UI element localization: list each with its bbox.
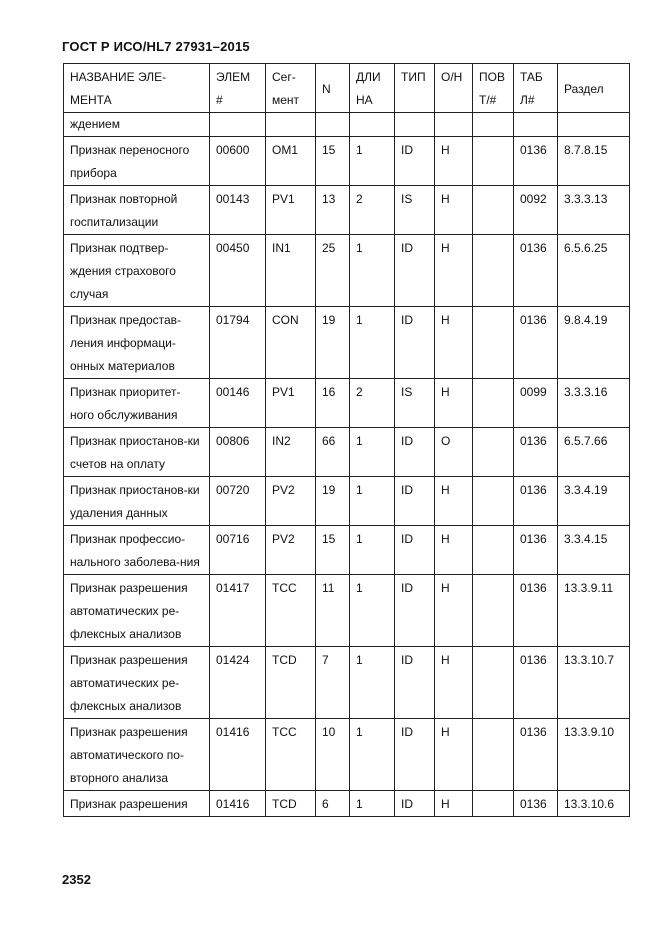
cell-table: 0136 (514, 137, 558, 186)
header-name: НАЗВАНИЕ ЭЛЕ-МЕНТА (64, 64, 210, 113)
cell-oh: Н (435, 186, 473, 235)
cell-name: Признак разрешения автоматических ре-флексных анализов (64, 575, 210, 647)
header-table: ТАБ Л# (514, 64, 558, 113)
cell-oh: Н (435, 235, 473, 307)
cell-segment: PV2 (266, 526, 316, 575)
document-title: ГОСТ Р ИСО/HL7 27931–2015 (62, 39, 250, 54)
cell-n: 66 (316, 428, 350, 477)
cell-n: 15 (316, 137, 350, 186)
cell-length: 1 (350, 477, 395, 526)
cell-section: 3.3.4.19 (558, 477, 630, 526)
header-elem: ЭЛЕМ # (210, 64, 266, 113)
cell-length: 1 (350, 791, 395, 817)
cell-name: Признак приоритет-ного обслуживания (64, 379, 210, 428)
cell-table: 0136 (514, 647, 558, 719)
cell-segment: TCD (266, 791, 316, 817)
cell-section: 3.3.3.16 (558, 379, 630, 428)
cell-n: 16 (316, 379, 350, 428)
cell-repeat (473, 719, 514, 791)
table-row (64, 719, 630, 791)
cell-type: ID (395, 428, 435, 477)
cell-type: ID (395, 575, 435, 647)
cell-name: Признак приостанов-ки удаления данных (64, 477, 210, 526)
cell-elem: 01416 (210, 791, 266, 817)
cell-type: ID (395, 477, 435, 526)
header-segment: Сег-мент (266, 64, 316, 113)
cell-table: 0136 (514, 428, 558, 477)
cell-repeat (473, 235, 514, 307)
table-row (64, 647, 630, 719)
cell-length: 1 (350, 307, 395, 379)
cell-section: 8.7.8.15 (558, 137, 630, 186)
cell-length: 1 (350, 428, 395, 477)
table-row (64, 575, 630, 647)
header-repeat: ПОВ Т/# (473, 64, 514, 113)
cell-segment: TCD (266, 647, 316, 719)
table-row (64, 477, 630, 526)
header-length: ДЛИ НА (350, 64, 395, 113)
cell-type: ID (395, 307, 435, 379)
cell-name: Признак приостанов-ки счетов на оплату (64, 428, 210, 477)
cell-name: Признак повторной госпитализации (64, 186, 210, 235)
cell-type: ID (395, 719, 435, 791)
cell-n: 11 (316, 575, 350, 647)
cell-oh: Н (435, 526, 473, 575)
cell-elem: 00450 (210, 235, 266, 307)
cell-elem: 01417 (210, 575, 266, 647)
cell-n: 6 (316, 791, 350, 817)
cell-repeat (473, 477, 514, 526)
cell-name: Признак разрешения автоматических ре-флексных анализов (64, 647, 210, 719)
cell-type: ID (395, 647, 435, 719)
cell-section: 3.3.3.13 (558, 186, 630, 235)
cell-type: ID (395, 791, 435, 817)
cell-elem: 01424 (210, 647, 266, 719)
cell-section: 6.5.7.66 (558, 428, 630, 477)
cell-repeat (473, 137, 514, 186)
cell-table: 0136 (514, 575, 558, 647)
cell-repeat (473, 307, 514, 379)
table-header-row (64, 64, 630, 113)
cell-segment: OM1 (266, 137, 316, 186)
cell-oh: О (435, 428, 473, 477)
cell-elem: 01794 (210, 307, 266, 379)
cell-segment: PV1 (266, 379, 316, 428)
cell-repeat (473, 526, 514, 575)
cell-length: 1 (350, 575, 395, 647)
cell-segment: TCC (266, 719, 316, 791)
table-row (64, 307, 630, 379)
cell-segment: PV2 (266, 477, 316, 526)
cell-length: 1 (350, 526, 395, 575)
cell-table: 0136 (514, 526, 558, 575)
cell-table: 0136 (514, 719, 558, 791)
cell-section: 9.8.4.19 (558, 307, 630, 379)
cell-elem: 00716 (210, 526, 266, 575)
cell-length: 2 (350, 379, 395, 428)
cell-elem: 00146 (210, 379, 266, 428)
cell-length: 1 (350, 719, 395, 791)
continuation-row (64, 113, 630, 137)
cell-repeat (473, 379, 514, 428)
cell-name: Признак подтвер-ждения страхового случая (64, 235, 210, 307)
cell-name: Признак переносного прибора (64, 137, 210, 186)
cell-table: 0092 (514, 186, 558, 235)
cell-n: 7 (316, 647, 350, 719)
cell-repeat (473, 186, 514, 235)
cell-repeat (473, 428, 514, 477)
cell-length: 1 (350, 647, 395, 719)
cell-name: Признак предостав-ления информаци-онных материалов (64, 307, 210, 379)
cell-oh: Н (435, 137, 473, 186)
cell-type: IS (395, 186, 435, 235)
cell-section: 13.3.9.10 (558, 719, 630, 791)
cell-name: Признак разрешения (64, 791, 210, 817)
table-row (64, 137, 630, 186)
cell-type: ID (395, 235, 435, 307)
cell-repeat (473, 791, 514, 817)
cell-segment: IN2 (266, 428, 316, 477)
cell-length: 1 (350, 137, 395, 186)
cell-table: 0136 (514, 477, 558, 526)
cell-repeat (473, 647, 514, 719)
cell-n: 15 (316, 526, 350, 575)
cell-table: 0099 (514, 379, 558, 428)
cell-oh: Н (435, 477, 473, 526)
cell-type: ID (395, 137, 435, 186)
cell-oh: Н (435, 575, 473, 647)
header-oh: О/Н (435, 64, 473, 113)
cell-segment: PV1 (266, 186, 316, 235)
cell-n: 13 (316, 186, 350, 235)
cell-segment: IN1 (266, 235, 316, 307)
cell-name: Признак профессио-нального заболева-ния (64, 526, 210, 575)
cell-section: 3.3.4.15 (558, 526, 630, 575)
cell-oh: Н (435, 719, 473, 791)
cell-section: 13.3.9.11 (558, 575, 630, 647)
cell-section: 13.3.10.6 (558, 791, 630, 817)
header-n: N (316, 64, 350, 113)
cell-length: 1 (350, 235, 395, 307)
page-number: 2352 (62, 872, 91, 887)
table-row (64, 791, 630, 817)
table-row (64, 428, 630, 477)
cell-section: 6.5.6.25 (558, 235, 630, 307)
cell-n: 10 (316, 719, 350, 791)
table-row (64, 235, 630, 307)
cell-segment: TCC (266, 575, 316, 647)
cell-type: IS (395, 379, 435, 428)
table-row (64, 186, 630, 235)
cell-n: 19 (316, 477, 350, 526)
cell-n: 25 (316, 235, 350, 307)
continuation-cell: ждением (64, 113, 210, 137)
cell-name: Признак разрешения автоматического по-вторного анализа (64, 719, 210, 791)
table-row (64, 379, 630, 428)
cell-type: ID (395, 526, 435, 575)
cell-oh: Н (435, 307, 473, 379)
cell-oh: Н (435, 379, 473, 428)
cell-repeat (473, 575, 514, 647)
cell-oh: Н (435, 647, 473, 719)
cell-segment: CON (266, 307, 316, 379)
cell-table: 0136 (514, 235, 558, 307)
cell-elem: 00806 (210, 428, 266, 477)
cell-table: 0136 (514, 307, 558, 379)
cell-elem: 00600 (210, 137, 266, 186)
table-row (64, 526, 630, 575)
cell-table: 0136 (514, 791, 558, 817)
cell-section: 13.3.10.7 (558, 647, 630, 719)
cell-n: 19 (316, 307, 350, 379)
cell-elem: 00720 (210, 477, 266, 526)
cell-elem: 01416 (210, 719, 266, 791)
cell-oh: Н (435, 791, 473, 817)
cell-length: 2 (350, 186, 395, 235)
cell-elem: 00143 (210, 186, 266, 235)
header-section: Раздел (558, 64, 630, 113)
header-type: ТИП (395, 64, 435, 113)
elements-table (63, 63, 630, 817)
